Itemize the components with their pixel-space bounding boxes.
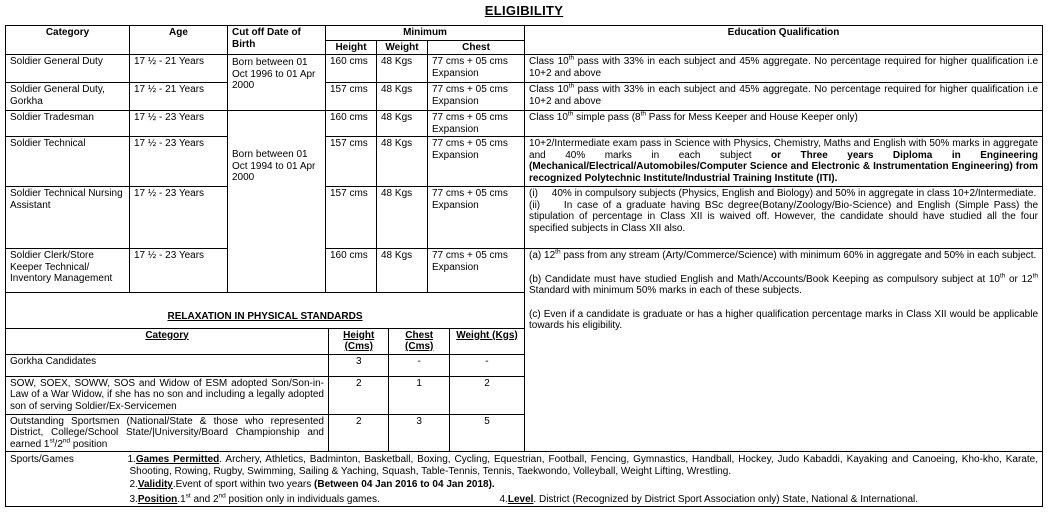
height-cell: 160 cms xyxy=(326,111,377,137)
table-row xyxy=(6,111,1043,137)
height-cell: 157 cms xyxy=(326,187,377,249)
cutoff-cell: Born between 01 Oct 1996 to 01 Apr 2000 xyxy=(228,55,326,111)
relax-height-cell: 2 xyxy=(329,376,389,414)
category-cell: Soldier General Duty, Gorkha xyxy=(6,83,130,111)
eligibility-table xyxy=(5,25,1043,507)
table-row xyxy=(6,376,524,414)
relax-header-weight: Weight (Kgs) xyxy=(449,328,524,354)
sports-label: Sports/Games xyxy=(6,452,130,507)
header-education: Education Qualification xyxy=(525,26,1043,55)
relax-header-height: Height (Cms) xyxy=(329,328,389,354)
category-cell: Soldier Technical Nursing Assistant xyxy=(6,187,130,249)
relax-category-cell: Outstanding Sportsmen (National/State & those who represented District, College/School State/|University/Board Championship and earned 1st/2nd position xyxy=(6,414,329,451)
cutoff-cell: Born between 01 Oct 1994 to 01 Apr 2000 xyxy=(228,111,326,293)
header-category: Category xyxy=(6,26,130,55)
header-minimum: Minimum xyxy=(326,26,525,41)
weight-cell: 48 Kgs xyxy=(377,137,428,187)
relaxation-table xyxy=(6,328,524,452)
relax-category-cell: SOW, SOEX, SOWW, SOS and Widow of ESM adopted Son/Son-in-Law of a War Widow, if she has no son and including a legally adopted son of serving Soldier/Ex-Servicemen xyxy=(6,376,329,414)
height-cell: 160 cms xyxy=(326,249,377,293)
education-cell: (a) 12th pass from any stream (Arty/Commerce/Science) with minimum 60% in aggregate and 50% in each subject. (b) Candidate must have studied English and Math/Accounts/Book Keeping as compulsory subject at 10th or 12th Standard with minimum 50% marks in each of these subjects. (c) Even if a candidate is graduate or has a higher qualification percentage marks in Class XII would be applicable towards his eligibility. xyxy=(525,249,1043,452)
chest-cell: 77 cms + 05 cms Expansion xyxy=(428,111,525,137)
relax-category-cell: Gorkha Candidates xyxy=(6,354,329,376)
sports-details: 1.Games Permitted. Archery, Athletics, Badminton, Basketball, Boxing, Cycling, Equestrian, Football, Fencing, Gymnastics, Handball, Hockey, Judo Kabaddi, Kayaking and Canoeing, Kho-kho, Karate, Shooting, Rowing, Rugby, Swimming, Sailing & Yaching, Squash, Table-Tennis, Tennis, Taekwondo, Volleyball, Weight Lifting, Wrestling. 2.Validity.Event of sport within two years (Between 04 Jan 2016 to 04 Jan 2018). 3.Position.1st and 2nd position only in individuals games. 4.Level. District (Recognized by District Sport Association only) State, National & International. xyxy=(130,452,1043,507)
weight-cell: 48 Kgs xyxy=(377,55,428,83)
education-cell: Class 10th simple pass (8th Pass for Mess Keeper and House Keeper only) xyxy=(525,111,1043,137)
age-cell: 17 ½ - 21 Years xyxy=(130,83,228,111)
age-cell: 17 ½ - 21 Years xyxy=(130,55,228,83)
relax-header-chest: Chest (Cms) xyxy=(389,328,449,354)
education-cell: Class 10th pass with 33% in each subject and 45% aggregate. No percentage required for higher qualification i.e 10+2 and above xyxy=(525,55,1043,83)
category-cell: Soldier Clerk/Store Keeper Technical/ Inventory Management xyxy=(6,249,130,293)
relax-chest-cell: 3 xyxy=(389,414,449,451)
relax-weight-cell: 2 xyxy=(449,376,524,414)
header-cutoff: Cut off Date of Birth xyxy=(228,26,326,55)
table-row xyxy=(6,137,1043,187)
table-row xyxy=(6,55,1043,83)
chest-cell: 77 cms + 05 cms Expansion xyxy=(428,137,525,187)
relax-height-cell: 2 xyxy=(329,414,389,451)
relax-chest-cell: 1 xyxy=(389,376,449,414)
relax-header-category: Category xyxy=(6,328,329,354)
education-cell: (i) 40% in compulsory subjects (Physics, English and Biology) and 50% in aggregate in class 10+2/Intermediate. (ii) In case of a graduate having BSc degree(Botany/Zoology/Bio-Science) and English (Simple Pass) the stipulation of percentage in Class XII is waived off. However, the candidate should have studied all the four specified subjects in Class XII also. xyxy=(525,187,1043,249)
weight-cell: 48 Kgs xyxy=(377,111,428,137)
education-cell: 10+2/Intermediate exam pass in Science with Physics, Chemistry, Maths and English with 50% marks in aggregate and 40% marks in each subject or Three years Diploma in Engineering (Mechanical/Electrical/Automobiles/Computer Science and Electronic & Instrumentation Engineering) from recognized Polytechnic Institute/Industrial Training Institute (ITI). xyxy=(525,137,1043,187)
chest-cell: 77 cms + 05 cms Expansion xyxy=(428,55,525,83)
chest-cell: 77 cms + 05 cms Expansion xyxy=(428,249,525,293)
sports-row xyxy=(6,452,1043,507)
page-title: ELIGIBILITY xyxy=(484,3,564,18)
category-cell: Soldier Technical xyxy=(6,137,130,187)
relax-weight-cell: 5 xyxy=(449,414,524,451)
age-cell: 17 ½ - 23 Years xyxy=(130,137,228,187)
age-cell: 17 ½ - 23 Years xyxy=(130,249,228,293)
chest-cell: 77 cms + 05 cms Expansion xyxy=(428,83,525,111)
weight-cell: 48 Kgs xyxy=(377,187,428,249)
weight-cell: 48 Kgs xyxy=(377,83,428,111)
category-cell: Soldier General Duty xyxy=(6,55,130,83)
age-cell: 17 ½ - 23 Years xyxy=(130,111,228,137)
weight-cell: 48 Kgs xyxy=(377,249,428,293)
height-cell: 160 cms xyxy=(326,55,377,83)
age-cell: 17 ½ - 23 Years xyxy=(130,187,228,249)
chest-cell: 77 cms + 05 cms Expansion xyxy=(428,187,525,249)
relaxation-title: RELAXATION IN PHYSICAL STANDARDS xyxy=(167,311,363,322)
table-row xyxy=(6,249,1043,293)
relax-weight-cell: - xyxy=(449,354,524,376)
height-cell: 157 cms xyxy=(326,137,377,187)
category-cell: Soldier Tradesman xyxy=(6,111,130,137)
header-chest: Chest xyxy=(428,40,525,55)
header-weight: Weight xyxy=(377,40,428,55)
header-height: Height xyxy=(326,40,377,55)
table-row xyxy=(6,414,524,451)
height-cell: 157 cms xyxy=(326,83,377,111)
relax-chest-cell: - xyxy=(389,354,449,376)
table-row xyxy=(6,187,1043,249)
relax-height-cell: 3 xyxy=(329,354,389,376)
header-age: Age xyxy=(130,26,228,55)
table-row xyxy=(6,83,1043,111)
table-row xyxy=(6,354,524,376)
education-cell: Class 10th pass with 33% in each subject and 45% aggregate. No percentage required for higher qualification i.e 10+2 and above xyxy=(525,83,1043,111)
